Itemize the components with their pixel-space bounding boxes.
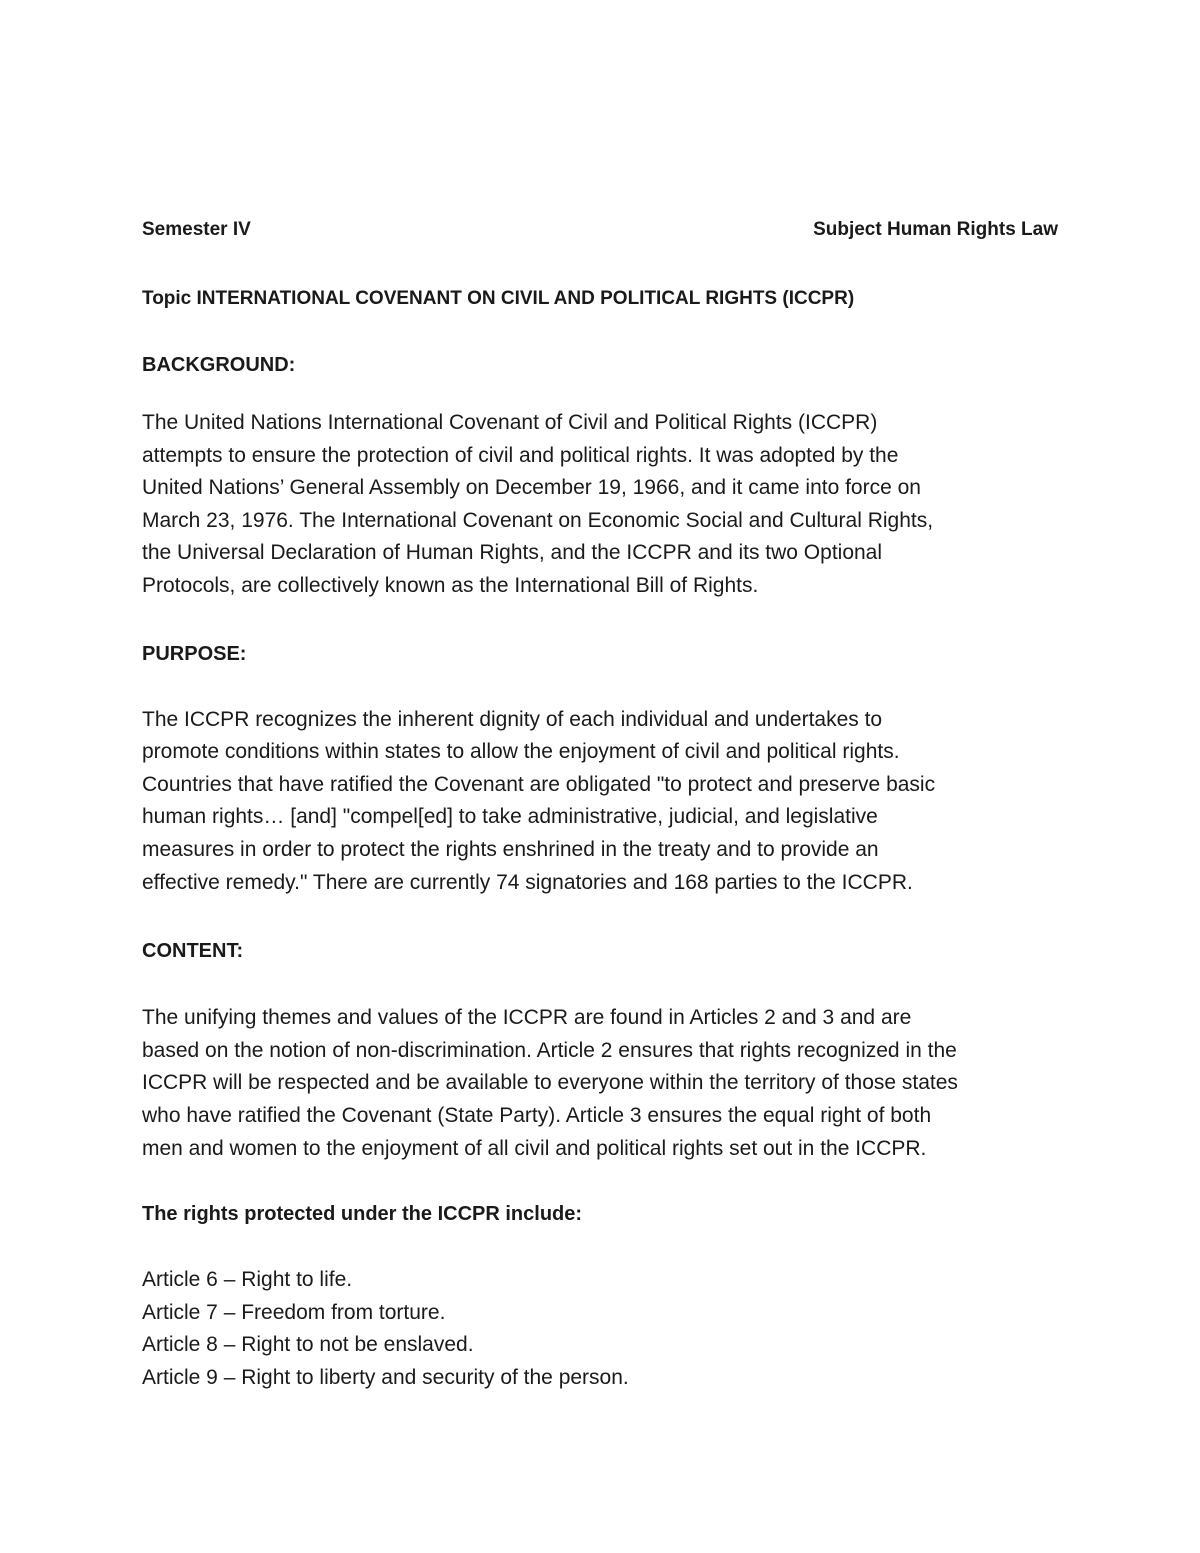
paragraph-line: promote conditions within states to allow the enjoyment of civil and political rights. [142,740,900,764]
subject-label: Subject Human Rights Law [813,219,1058,240]
paragraph-line: the Universal Declaration of Human Rights, and the ICCPR and its two Optional [142,541,883,565]
paragraph-line: men and women to the enjoyment of all civil and political rights set out in the ICCPR. [142,1136,927,1160]
paragraph-line: United Nations’ General Assembly on December 19, 1966, and it came into force on [142,476,921,500]
rights-list [142,1264,1058,1394]
paragraph-line: March 23, 1976. The International Covenant on Economic Social and Cultural Rights, [142,508,934,532]
paragraph-line: human rights… [and] "compel[ed] to take administrative, judicial, and legislative [142,805,878,829]
rights-heading: The rights protected under the ICCPR include: [142,1203,583,1226]
list-item: Article 7 – Freedom from torture. [142,1300,446,1324]
paragraph-line: The ICCPR recognizes the inherent dignity of each individual and undertakes to [142,707,883,731]
paragraph-line: who have ratified the Covenant (State Party). Article 3 ensures the equal right of both [142,1103,932,1127]
paragraph-line: attempts to ensure the protection of civil and political rights. It was adopted by the [142,443,899,467]
background-heading: BACKGROUND: [142,354,296,376]
paragraph-line: ICCPR will be respected and be available to everyone within the territory of those states [142,1071,958,1095]
document-page [142,218,1058,1394]
topic-title: Topic INTERNATIONAL COVENANT ON CIVIL AND POLITICAL RIGHTS (ICCPR) [142,288,855,309]
list-item: Article 8 – Right to not be enslaved. [142,1333,474,1357]
paragraph-line: Countries that have ratified the Covenant are obligated "to protect and preserve basic [142,772,936,796]
purpose-paragraph [142,704,1058,900]
list-item: Article 6 – Right to life. [142,1268,353,1292]
paragraph-line: effective remedy." There are currently 74 signatories and 168 parties to the ICCPR. [142,870,913,894]
document-header [142,218,1058,242]
paragraph-line: The United Nations International Covenant of Civil and Political Rights (ICCPR) [142,411,878,434]
semester-label: Semester IV [142,219,251,240]
paragraph-line: measures in order to protect the rights enshrined in the treaty and to provide an [142,837,879,861]
content-heading: CONTENT: [142,940,244,963]
purpose-heading: PURPOSE: [142,642,247,665]
list-item: Article 9 – Right to liberty and security of the person. [142,1365,629,1389]
content-paragraph [142,1002,1058,1165]
paragraph-line: Protocols, are collectively known as the International Bill of Rights. [142,573,759,597]
paragraph-line: The unifying themes and values of the ICCPR are found in Articles 2 and 3 and are [142,1006,912,1030]
paragraph-line: based on the notion of non-discrimination. Article 2 ensures that rights recognized in the [142,1038,957,1062]
background-paragraph [142,407,1058,603]
